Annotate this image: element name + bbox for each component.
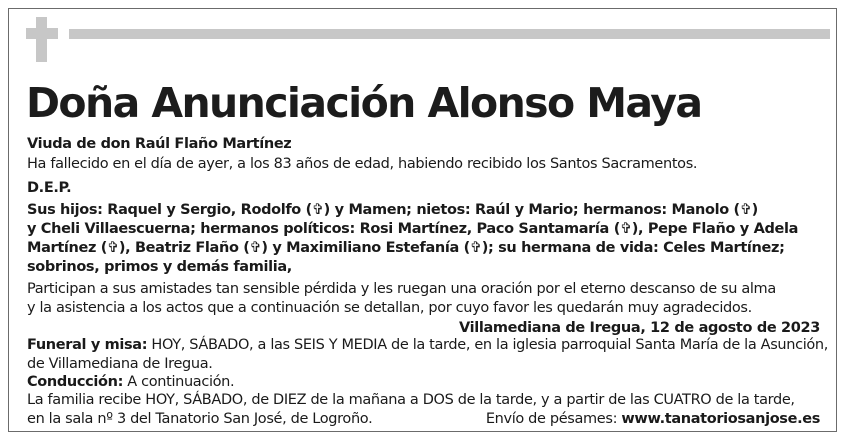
family-line-3: Martínez (✞), Beatriz Flaño (✞) y Maximiliano Estefanía (✞); su hermana de vida: Celes Martínez; bbox=[27, 240, 785, 256]
visitation-line-2: en la sala nº 3 del Tanatorio San José, de Logroño. bbox=[27, 411, 373, 427]
family-line-1: Sus hijos: Raquel y Sergio, Rodolfo (✞) y Mamen; nietos: Raúl y Mario; hermanos: Manolo (✞) bbox=[27, 202, 758, 218]
condolences bbox=[486, 410, 820, 429]
conduction-line bbox=[27, 373, 234, 392]
rip-label: D.E.P. bbox=[27, 180, 72, 196]
request-line-2: y la asistencia a los actos que a continuación se detallan, por cuyo favor les quedarán muy agradecidos. bbox=[27, 300, 752, 316]
widow-of-line: Viuda de don Raúl Flaño Martínez bbox=[27, 136, 292, 152]
family-line-4: sobrinos, primos y demás familia, bbox=[27, 259, 292, 275]
funeral-line-1 bbox=[27, 336, 828, 355]
last-row bbox=[27, 410, 820, 429]
deceased-name: Doña Anunciación Alonso Maya bbox=[26, 79, 702, 127]
conduction-label: Conducción: bbox=[27, 374, 124, 390]
place-date: Villamediana de Iregua, 12 de agosto de 2023 bbox=[459, 320, 820, 336]
header-rule bbox=[69, 29, 830, 39]
condolences-label: Envío de pésames: bbox=[485, 411, 622, 427]
funeral-label: Funeral y misa: bbox=[27, 337, 148, 353]
death-notice: Ha fallecido en el día de ayer, a los 83 años de edad, habiendo recibido los Santos Sacramentos. bbox=[27, 156, 698, 172]
cross-horizontal-bar bbox=[26, 28, 58, 39]
visitation-line-1: La familia recibe HOY, SÁBADO, de DIEZ de la mañana a DOS de la tarde, y a partir de las CUATRO de la tarde, bbox=[27, 392, 795, 408]
request-line-1: Participan a sus amistades tan sensible pérdida y les ruegan una oración por el eterno descanso de su alma bbox=[27, 281, 776, 297]
conduction-text: A continuación. bbox=[123, 374, 235, 390]
cross-vertical-bar bbox=[36, 17, 47, 62]
family-line-2: y Cheli Villaescuerna; hermanos políticos: Rosi Martínez, Paco Santamaría (✞), Pepe Flaño y Adela bbox=[27, 221, 799, 237]
condolences-link[interactable]: www.tanatoriosanjose.es bbox=[621, 411, 820, 427]
funeral-line-2: de Villamediana de Iregua. bbox=[27, 356, 213, 372]
funeral-text: HOY, SÁBADO, a las SEIS Y MEDIA de la tarde, en la iglesia parroquial Santa María de la Asunción, bbox=[147, 337, 829, 353]
